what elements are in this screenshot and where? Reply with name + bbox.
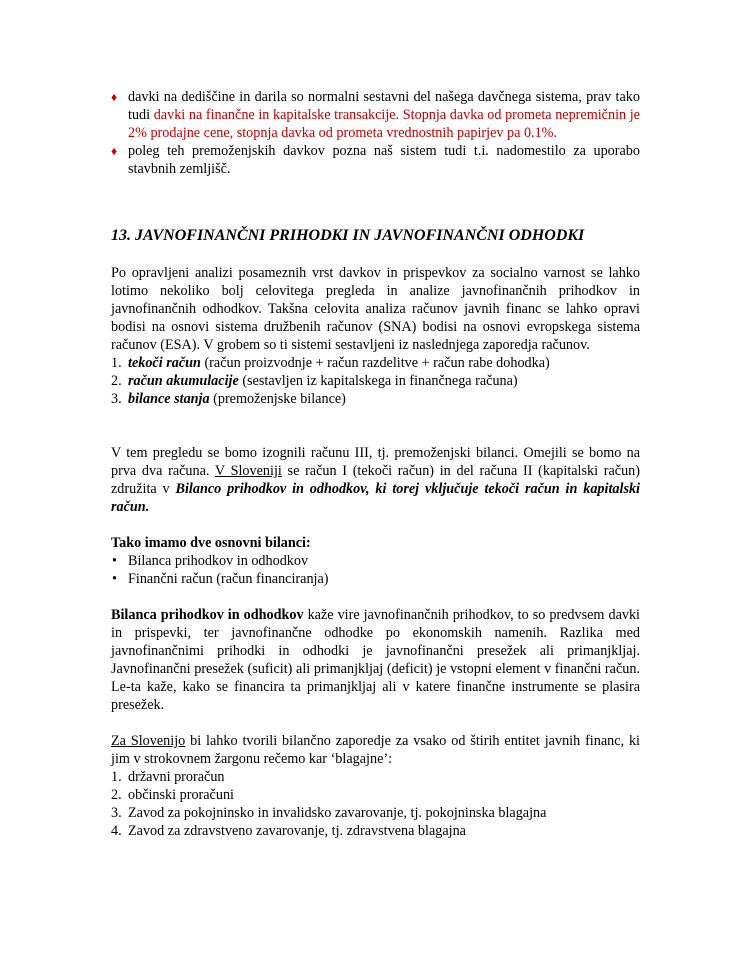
term-description: (račun proizvodnje + račun razdelitve + račun rabe dohodka) xyxy=(200,355,550,371)
list-item xyxy=(111,88,640,142)
list-item xyxy=(111,822,640,840)
tax-list xyxy=(111,88,640,178)
term-description: (sestavljen iz kapitalskega in finančnega računa) xyxy=(238,373,518,389)
diamond-bullet-icon: ♦ xyxy=(111,90,118,104)
intro-paragraph: Po opravljeni analizi posameznih vrst davkov in prispevkov za socialno varnost se lahko lotimo nekoliko bolj celovitega pregleda in analize javnofinančnih prihodkov in javnofinančnih odhodkov. Takšna celovita analiza računov javnih financ se lahko opravi bodisi na osnovi sistema družbenih računov (SNA) bodisi na osnovi evropskega sistema računov (ESA). V grobem so ti sistemi sestavljeni iz naslednjega zaporedja računov. xyxy=(111,265,640,353)
list-item xyxy=(111,372,640,390)
list-number: 2. xyxy=(111,373,122,389)
term: tekoči račun xyxy=(128,355,201,371)
list-item xyxy=(111,804,640,822)
list-item xyxy=(111,390,640,408)
list-item xyxy=(111,786,640,804)
term: bilance stanja xyxy=(128,391,210,407)
list-item-text: državni proračun xyxy=(128,769,225,785)
accounts-list xyxy=(111,354,640,408)
list-number: 2. xyxy=(111,787,122,803)
entities-list xyxy=(111,768,640,840)
overview-text: se račun I (tekoči račun) in del računa II (kapitalski račun) združita v xyxy=(111,463,640,497)
list-item xyxy=(111,552,640,570)
bold-term: Bilanca prihodkov in odhodkov xyxy=(111,607,304,623)
list-item-text: občinski proračuni xyxy=(128,787,234,803)
paragraph-text: bi lahko tvorili bilančno zaporedje za vsako od štirih entitet javnih financ, ki jim v strokovnem žargonu rečemo kar ‘blagajne’: xyxy=(111,733,641,767)
balances-list xyxy=(111,552,640,588)
list-item-text: davki na dediščine in darila so normalni sestavni del našega davčnega sistema, prav tako tudi xyxy=(128,89,640,123)
bullet-icon: • xyxy=(112,571,117,587)
list-number: 3. xyxy=(111,805,122,821)
list-item-text: Zavod za pokojninsko in invalidsko zavarovanje, tj. pokojninska blagajna xyxy=(128,805,547,821)
list-number: 1. xyxy=(111,769,122,785)
section-heading: 13. JAVNOFINANČNI PRIHODKI IN JAVNOFINANČNI ODHODKI xyxy=(111,227,585,244)
list-item xyxy=(111,570,640,588)
overview-text: V tem pregledu se bomo izognili računu III, tj. premoženjski bilanci. Omejili se bomo na prva dva računa. xyxy=(111,445,640,479)
underlined-text: Za Slovenijo xyxy=(111,733,186,749)
balances-heading xyxy=(111,534,640,552)
list-item-text: Bilanca prihodkov in odhodkov xyxy=(128,553,309,569)
term: račun akumulacije xyxy=(128,373,239,389)
term-description: (premoženjske bilance) xyxy=(209,391,346,407)
list-item xyxy=(111,768,640,786)
revenue-balance-paragraph xyxy=(111,606,640,714)
page-content xyxy=(111,88,640,840)
list-item xyxy=(111,142,640,178)
bold-heading: Tako imamo dve osnovni bilanci: xyxy=(111,535,311,551)
list-item-text: Finančni račun (račun financiranja) xyxy=(128,571,329,587)
bullet-icon: • xyxy=(112,553,117,569)
list-item-text: Zavod za zdravstveno zavarovanje, tj. zdravstvena blagajna xyxy=(128,823,466,839)
emphasis-text: Bilanco prihodkov in odhodkov, ki torej vključuje tekoči račun in kapitalski račun. xyxy=(111,481,640,515)
list-number: 4. xyxy=(111,823,122,839)
underlined-text: V Sloveniji xyxy=(214,463,282,479)
overview-paragraph xyxy=(111,444,640,516)
list-item-text: poleg teh premoženjskih davkov pozna naš sistem tudi t.i. nadomestilo za uporabo stavbnih zemljišč. xyxy=(128,143,640,177)
list-number: 3. xyxy=(111,391,122,407)
slovenia-paragraph xyxy=(111,732,640,768)
list-item-highlight: davki na finančne in kapitalske transakcije. Stopnja davka od prometa nepremičnin je 2% prodajne cene, stopnja davka od prometa vrednostnih papirjev pa 0.1%. xyxy=(128,107,640,141)
paragraph-text: kaže vire javnofinančnih prihodkov, to so predvsem davki in prispevki, ter javnofinančne odhodke po ekonomskih namenih. Razlika med javnofinančnimi prihodki in odhodki je javnofinančni presežek ali primanjkljaj. Javnofinančni presežek (suficit) ali primanjkljaj (deficit) je vstopni element v finančni račun. Le-ta kaže, kako se financira ta primanjkljaj ali v katere finančne instrumente se plasira presežek. xyxy=(111,607,640,713)
list-number: 1. xyxy=(111,355,122,371)
list-item xyxy=(111,354,640,372)
diamond-bullet-icon: ♦ xyxy=(111,144,118,158)
